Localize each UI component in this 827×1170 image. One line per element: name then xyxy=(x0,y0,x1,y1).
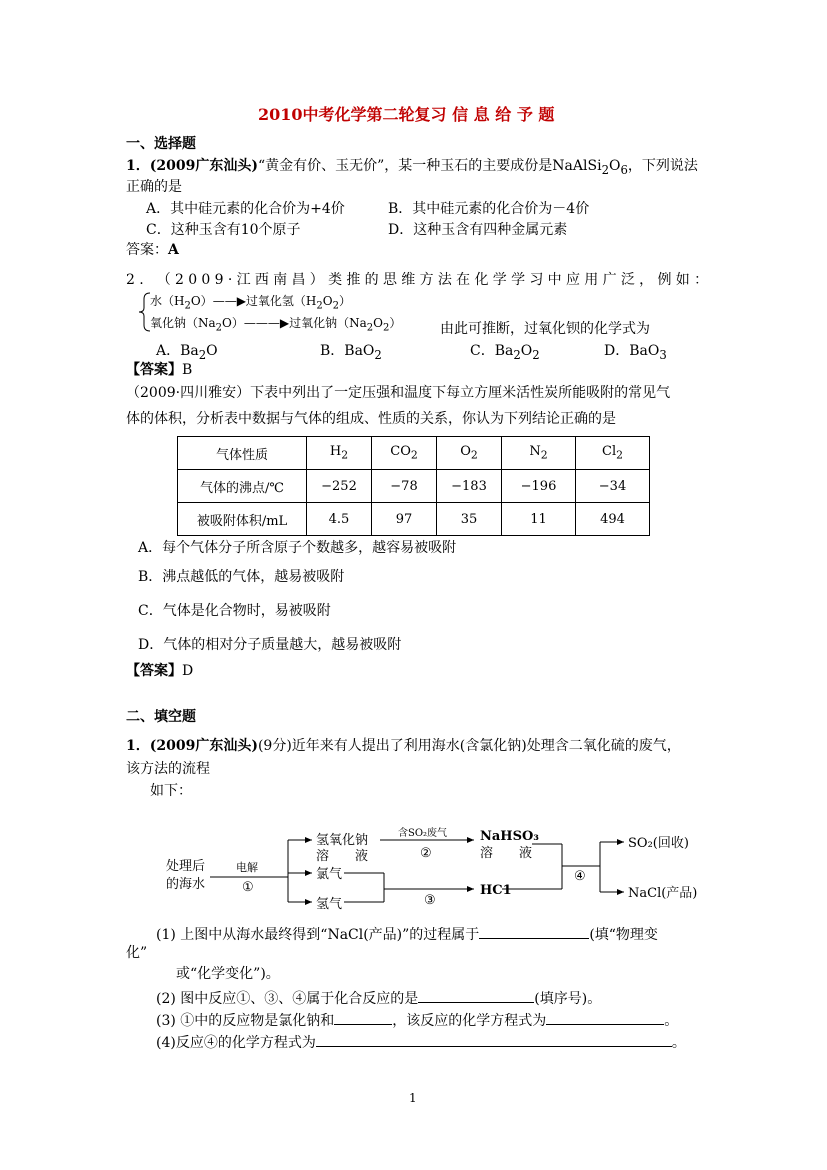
answer-blank[interactable] xyxy=(418,988,534,1003)
answer-blank[interactable] xyxy=(334,1010,392,1025)
question-text: “黄金有价、玉无价”，某一种玉石的主要成份是 xyxy=(257,158,553,174)
answer-value: B xyxy=(182,362,193,378)
sub-question-1-cont2: 或“化学变化”)。 xyxy=(176,966,280,982)
process-flow-diagram xyxy=(162,820,722,920)
question-text: (9分)近年来有人提出了利用海水(含氯化钠)处理含二氧化硫的废气， xyxy=(257,738,681,754)
diagram-label: NaCl(产品) xyxy=(628,886,698,901)
option-b: B．沸点越低的气体，越易被吸附 xyxy=(138,569,345,585)
option-c: C．$Ba_2O_2$ xyxy=(470,343,540,362)
answer-label: 【答案】 xyxy=(126,663,182,679)
diagram-step-number: ① xyxy=(242,880,254,895)
diagram-label: NaHSO₃ xyxy=(480,829,539,844)
diagram-label: HC1 xyxy=(480,883,512,898)
answer-blank[interactable] xyxy=(479,924,589,939)
page-title: 2010中考化学第二轮复习 信 息 给 予 题 xyxy=(258,105,555,124)
question-3-line2: 体的体积，分析表中数据与气体的组成、性质的关系，你认为下列结论正确的是 xyxy=(126,411,616,427)
fill-1-stem xyxy=(126,737,681,755)
diagram-label: 溶 液 xyxy=(316,849,369,864)
table-cell: −252 xyxy=(307,470,372,503)
sub-question-3: (3) ①中的反应物是氯化钠和 ，该反应的化学方程式为 。 xyxy=(156,1010,678,1030)
diagram-label: 氢气 xyxy=(316,897,343,912)
table-cell: 11 xyxy=(502,503,576,536)
answer-value: A xyxy=(168,242,179,258)
arrow-icon: ——▶ xyxy=(212,294,246,308)
sub-question-4: (4)反应④的化学方程式为 。 xyxy=(156,1032,686,1052)
table-header: $H_2$ xyxy=(307,437,372,470)
fill-1-line2: 该方法的流程 xyxy=(126,761,210,777)
table-cell: −196 xyxy=(502,470,576,503)
question-text: ，下列说法 xyxy=(627,158,698,174)
sub-question-1-cont: 化” xyxy=(126,945,148,961)
diagram-label: 电解 xyxy=(236,861,258,874)
table-cell: −78 xyxy=(372,470,437,503)
diagram-label: SO₂(回收) xyxy=(628,836,689,851)
table-cell: 494 xyxy=(576,503,650,536)
table-cell: 4.5 xyxy=(307,503,372,536)
diagram-label: 处理后 xyxy=(166,859,206,874)
sub-question-1: (1) 上图中从海水最终得到“NaCl(产品)”的过程属于 (填“物理变 xyxy=(156,924,658,944)
question-1-stem-line2: 正确的是 xyxy=(126,179,182,195)
section-heading-choice: 一、选择题 xyxy=(126,136,196,152)
question-2-stem: 2. （2009·江西南昌）类推的思维方法在化学学习中应用广泛，例如： xyxy=(126,272,713,288)
fill-1-line3: 如下： xyxy=(150,783,192,799)
diagram-label: 氯气 xyxy=(316,867,343,882)
table-cell: −183 xyxy=(437,470,502,503)
example-2: 氧化钠$(Na_2O)———▶$过氧化钠$(Na_2O_2)$ xyxy=(150,316,402,334)
example-1: 水$(H_2O)——▶$过氧化氢$(H_2O_2)$ xyxy=(150,294,351,312)
option-d: D．这种玉含有四种金属元素 xyxy=(388,222,568,238)
question-1-stem xyxy=(126,157,698,179)
answer-label: 【答案】 xyxy=(126,362,182,378)
chemical-formula: O xyxy=(608,158,621,174)
question-3-line1: （2009·四川雅安）下表中列出了一定压强和温度下每立方厘米活性炭所能吸附的常见气 xyxy=(126,385,671,401)
diagram-label: 的海水 xyxy=(166,877,206,892)
diagram-step-number: ③ xyxy=(424,893,436,908)
section-heading-fill: 二、填空题 xyxy=(126,709,196,725)
answer-label: 答案： xyxy=(126,242,168,258)
answer-blank[interactable] xyxy=(546,1010,664,1025)
answer-line xyxy=(126,662,193,680)
option-d: D．BaO$_3$ xyxy=(604,343,667,362)
table-header: $O_2$ xyxy=(437,437,502,470)
answer-line xyxy=(126,361,192,379)
diagram-label: 含SO₂废气 xyxy=(398,828,448,839)
table-row xyxy=(178,503,650,536)
table-cell: −34 xyxy=(576,470,650,503)
arrow-icon: ———▶ xyxy=(243,316,290,330)
diagram-step-number: ④ xyxy=(574,869,586,884)
table-row xyxy=(178,437,650,470)
table-cell: 被吸附体积/mL xyxy=(178,503,307,536)
option-a: A．$Ba_2O$ xyxy=(156,343,218,362)
table-header: $CO_2$ xyxy=(372,437,437,470)
page-number: 1 xyxy=(409,1091,417,1105)
diagram-label: 氢氧化钠 xyxy=(316,833,369,848)
table-cell: 35 xyxy=(437,503,502,536)
option-b: B．其中硅元素的化合价为－4价 xyxy=(388,201,590,217)
diagram-label: 溶 液 xyxy=(480,846,533,861)
answer-blank[interactable] xyxy=(316,1032,672,1047)
table-header: $N_2$ xyxy=(502,437,576,470)
answer-line xyxy=(126,241,179,259)
inference-text: 由此可推断，过氧化钡的化学式为 xyxy=(440,321,650,337)
subscript: 2 xyxy=(601,162,609,177)
table-cell: 97 xyxy=(372,503,437,536)
question-source: 1．(2009广东汕头) xyxy=(126,158,258,174)
option-c: C．气体是化合物时，易被吸附 xyxy=(138,603,331,619)
answer-value: D xyxy=(182,663,194,679)
table-header: 气体性质 xyxy=(178,437,307,470)
table-cell: 气体的沸点/℃ xyxy=(178,470,307,503)
option-c: C．这种玉含有10个原子 xyxy=(146,222,301,238)
option-a: A．每个气体分子所含原子个数越多，越容易被吸附 xyxy=(138,540,457,556)
subscript: 6 xyxy=(620,162,628,177)
table-header: $Cl_2$ xyxy=(576,437,650,470)
option-a: A．其中硅元素的化合价为+4价 xyxy=(146,201,345,217)
option-b: B．BaO$_2$ xyxy=(320,343,382,362)
gas-property-table xyxy=(177,436,650,536)
table-row xyxy=(178,470,650,503)
sub-question-2: (2) 图中反应①、③、④属于化合反应的是 (填序号)。 xyxy=(156,988,601,1008)
chemical-formula: NaAlSi xyxy=(552,158,602,174)
question-source: 1．(2009广东汕头) xyxy=(126,738,258,754)
option-d: D．气体的相对分子质量越大，越易被吸附 xyxy=(138,637,402,653)
diagram-step-number: ② xyxy=(420,846,432,861)
